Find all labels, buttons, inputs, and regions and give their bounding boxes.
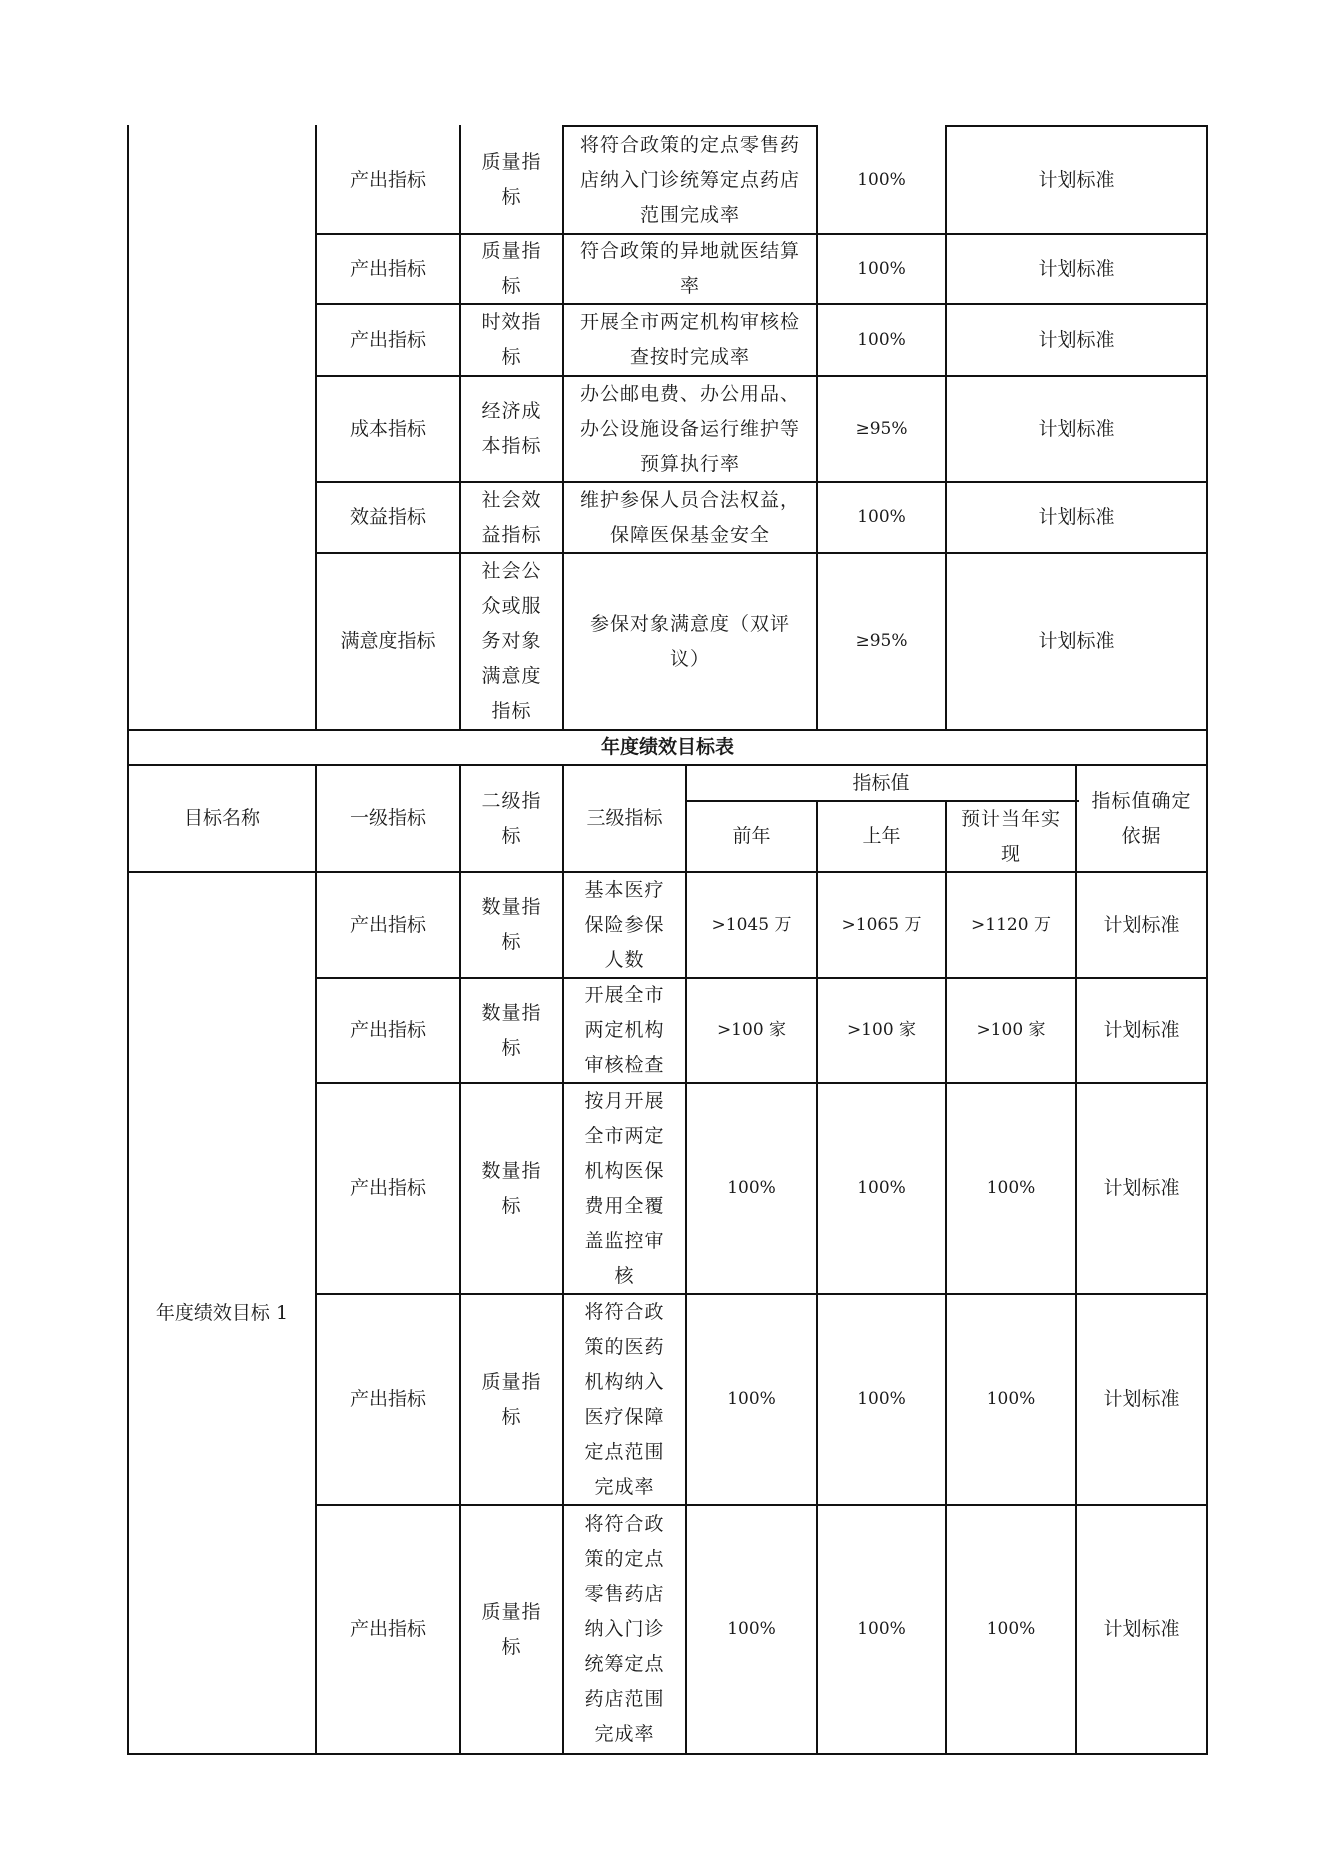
goal-label: 年度绩效目标 1 [155, 1301, 289, 1324]
upper-row-6-value: ≥95% [855, 631, 908, 651]
section-title: 年度绩效目标表 [600, 736, 734, 758]
lower-row-3-last: 100% [857, 1178, 906, 1198]
upper-row-1-level2: 质量指 标 [481, 151, 542, 208]
grid-line-v [1206, 125, 1208, 1755]
lower-row-5-level2: 质量指 标 [481, 1600, 542, 1658]
upper-row-4-value: ≥95% [855, 418, 908, 439]
lower-row-1-level1: 产出指标 [349, 913, 426, 936]
upper-row-4-level3: 办公邮电费、办公用品、 办公设施设备运行维护等 预算执行率 [579, 382, 800, 475]
lower-row-1-prev: >1045 万 [711, 914, 792, 935]
lower-row-5-level1: 产出指标 [349, 1618, 426, 1640]
upper-row-2-level2: 质量指 标 [481, 240, 542, 297]
upper-row-4-level2: 经济成 本指标 [481, 400, 542, 457]
upper-row-3-level2: 时效指 标 [481, 311, 542, 368]
lower-row-3-prev: 100% [727, 1178, 776, 1198]
lower-row-4-level2: 质量指 标 [481, 1370, 542, 1428]
lower-row-1-level3: 基本医疗 保险参保 人数 [584, 878, 665, 971]
lower-row-4-last: 100% [857, 1389, 906, 1409]
header-level3: 三级指标 [586, 807, 663, 829]
upper-row-5-level1: 效益指标 [349, 506, 426, 528]
lower-row-2-basis: 计划标准 [1103, 1019, 1180, 1041]
header-level2: 二级指 标 [481, 789, 542, 847]
upper-row-5-value: 100% [857, 507, 906, 527]
lower-row-5-basis: 计划标准 [1103, 1618, 1180, 1640]
header-last-year: 上年 [862, 825, 901, 847]
lower-row-5-last: 100% [857, 1619, 906, 1639]
header-level1: 一级指标 [349, 807, 426, 829]
upper-row-6-level2: 社会公 众或服 务对象 满意度 指标 [481, 560, 542, 722]
lower-row-4-level1: 产出指标 [349, 1388, 426, 1410]
lower-row-5-expected: 100% [986, 1619, 1036, 1639]
header-indicator-value: 指标值 [852, 771, 910, 794]
lower-row-2-last: >100 家 [846, 1020, 917, 1040]
lower-row-2-expected: >100 家 [976, 1020, 1046, 1040]
upper-row-5-basis: 计划标准 [1038, 506, 1115, 528]
upper-row-1-basis: 计划标准 [1038, 168, 1115, 191]
upper-row-1-level3: 将符合政策的定点零售药 店纳入门诊统筹定点药店 范围完成率 [579, 133, 800, 226]
upper-row-2-value: 100% [857, 258, 906, 279]
upper-row-3-value: 100% [857, 329, 906, 350]
lower-row-4-basis: 计划标准 [1103, 1388, 1180, 1410]
upper-row-2-level1: 产出指标 [349, 257, 426, 280]
lower-row-3-level2: 数量指 标 [481, 1159, 542, 1217]
lower-row-4-prev: 100% [727, 1389, 776, 1409]
upper-row-4-level1: 成本指标 [349, 417, 426, 440]
lower-row-3-level3: 按月开展 全市两定 机构医保 费用全覆 盖监控审 核 [584, 1089, 665, 1287]
upper-row-2-level3: 符合政策的异地就医结算 率 [579, 240, 800, 297]
upper-row-4-basis: 计划标准 [1038, 417, 1115, 440]
upper-row-6-basis: 计划标准 [1038, 630, 1115, 652]
upper-row-3-basis: 计划标准 [1038, 328, 1115, 351]
lower-row-1-level2: 数量指 标 [481, 896, 542, 953]
upper-row-1-value: 100% [857, 169, 906, 190]
lower-row-1-expected: >1120 万 [971, 914, 1051, 935]
lower-row-4-level3: 将符合政 策的医药 机构纳入 医疗保障 定点范围 完成率 [584, 1300, 665, 1498]
header-expected: 预计当年实 现 [960, 807, 1061, 865]
upper-row-5-level2: 社会效 益指标 [481, 488, 542, 546]
upper-row-3-level3: 开展全市两定机构审核检 查按时完成率 [579, 311, 800, 368]
upper-row-2-basis: 计划标准 [1038, 257, 1115, 280]
header-prev-year: 前年 [732, 825, 771, 847]
header-basis: 指标值确定 依据 [1091, 789, 1192, 847]
header-goal-name: 目标名称 [183, 807, 260, 829]
lower-row-5-prev: 100% [727, 1619, 776, 1639]
upper-row-5-level3: 维护参保人员合法权益， 保障医保基金安全 [579, 488, 800, 546]
lower-row-2-level3: 开展全市 两定机构 审核检查 [584, 984, 665, 1076]
lower-row-1-last: >1065 万 [841, 914, 922, 935]
lower-row-3-level1: 产出指标 [349, 1177, 426, 1199]
lower-row-2-level2: 数量指 标 [481, 1001, 542, 1059]
upper-row-6-level3: 参保对象满意度（双评 议） [589, 612, 790, 670]
grid-line-h [127, 1753, 1208, 1755]
lower-row-5-level3: 将符合政 策的定点 零售药店 纳入门诊 统筹定点 药店范围 完成率 [584, 1513, 665, 1745]
lower-row-1-basis: 计划标准 [1103, 913, 1180, 936]
lower-row-3-basis: 计划标准 [1103, 1177, 1180, 1199]
lower-row-2-level1: 产出指标 [349, 1019, 426, 1041]
lower-row-2-prev: >100 家 [716, 1020, 787, 1040]
lower-row-3-expected: 100% [986, 1178, 1036, 1198]
lower-row-4-expected: 100% [986, 1389, 1036, 1409]
upper-row-1-level1: 产出指标 [349, 168, 426, 191]
upper-row-3-level1: 产出指标 [349, 328, 426, 351]
upper-row-6-level1: 满意度指标 [340, 630, 436, 652]
